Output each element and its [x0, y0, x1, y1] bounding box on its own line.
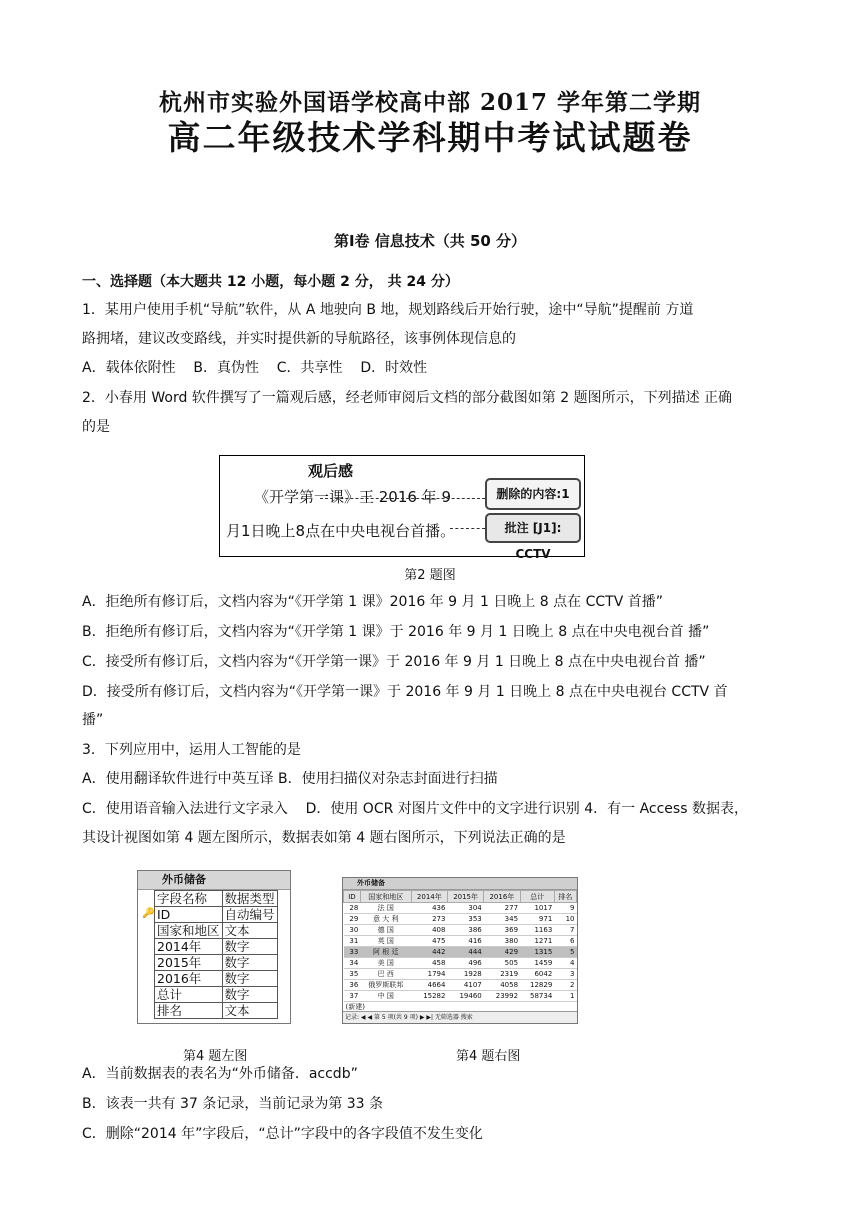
q1-stem-line2: 路拥堵，建议改变路线，并实时提供新的导航路径，该事例体现信息的 [82, 331, 516, 347]
q2-option-c: C．接受所有修订后，文档内容为“《开学第一课》于 2016 年 9 月 1 日晚上 8 点在中央电视台首 播” [82, 654, 706, 670]
datasheet-cell: 10 [554, 914, 576, 925]
q4-stem-line2: 其设计视图如第 4 题左图所示，数据表如第 4 题右图所示，下列说法正确的是 [82, 830, 566, 846]
col-header: 2014年 [411, 891, 447, 903]
datasheet-tab: 外币储备 [343, 878, 577, 890]
q2-option-d-line1: D．接受所有修订后，文档内容为“《开学第一课》于 2016 年 9 月 1 日晚上 8 点在中央电视台 CCTV 首 [82, 684, 728, 700]
datasheet-cell: 429 [484, 947, 520, 958]
datasheet-row[interactable] [344, 936, 577, 947]
datasheet-cell: 4664 [411, 980, 447, 991]
fig2-doc-title: 观后感 [308, 462, 354, 480]
datasheet-cell: 28 [344, 903, 361, 914]
q3-options-cd-q4-stem: C．使用语音输入法进行文字录入 D．使用 OCR 对图片文件中的文字进行识别 4．有一 Access 数据表， [82, 801, 748, 817]
col-header: 2016年 [484, 891, 520, 903]
field-name: 排名 [155, 1003, 223, 1019]
q3-options-ab: A．使用翻译软件进行中英互译 B．使用扫描仪对杂志封面进行扫描 [82, 771, 498, 787]
design-view-table [154, 890, 278, 1019]
datasheet-cell: 444 [447, 947, 483, 958]
col-header: 国家和地区 [360, 891, 411, 903]
col-header: 排名 [554, 891, 576, 903]
q2-option-d-line2: 播” [82, 712, 104, 728]
datasheet-cell: 1928 [447, 969, 483, 980]
datasheet-cell: 1315 [520, 947, 554, 958]
datasheet-row[interactable] [344, 969, 577, 980]
datasheet-row[interactable] [344, 903, 577, 914]
datasheet-cell: 法 国 [360, 903, 411, 914]
datasheet-cell: 4107 [447, 980, 483, 991]
primary-key-icon: 🔑 [142, 908, 155, 919]
datasheet-cell: 34 [344, 958, 361, 969]
datasheet-cell: 37 [344, 991, 361, 1002]
design-view-tab: 外币储备 [138, 871, 290, 890]
fig2-connector-deleted [320, 498, 485, 499]
q4-left-caption: 第4 题左图 [183, 1049, 248, 1064]
datasheet-cell: 23992 [484, 991, 520, 1002]
datasheet-cell: 971 [520, 914, 554, 925]
datasheet-cell: 15282 [411, 991, 447, 1002]
q4-right-caption: 第4 题右图 [456, 1049, 521, 1064]
datasheet-cell: 58734 [520, 991, 554, 1002]
datasheet-cell: 29 [344, 914, 361, 925]
datasheet-cell: 273 [411, 914, 447, 925]
datasheet-cell: 7 [554, 925, 576, 936]
datasheet-cell: 2 [554, 980, 576, 991]
datasheet-cell: 9 [554, 903, 576, 914]
datasheet-cell: 380 [484, 936, 520, 947]
field-type: 自动编号 [222, 907, 277, 923]
fig2-doc-line2: 月1日晚上8点在中央电视台首播。 [226, 522, 456, 540]
datasheet-table [343, 890, 577, 1013]
q4-design-view [137, 870, 291, 1024]
field-type: 数字 [222, 955, 277, 971]
datasheet-cell: 369 [484, 925, 520, 936]
datasheet-cell: 19460 [447, 991, 483, 1002]
datasheet-cell: 416 [447, 936, 483, 947]
col-header: ID [344, 891, 361, 903]
datasheet-cell: 6042 [520, 969, 554, 980]
datasheet-cell: 505 [484, 958, 520, 969]
datasheet-row[interactable] [344, 947, 577, 958]
col-header: 总计 [520, 891, 554, 903]
datasheet-cell: 2319 [484, 969, 520, 980]
datasheet-row[interactable] [344, 991, 577, 1002]
q4-datasheet-view [342, 877, 578, 1024]
q2-option-a: A．拒绝所有修订后，文档内容为“《开学第 1 课》2016 年 9 月 1 日晚上 8 点在 CCTV 首播” [82, 594, 663, 610]
header-data-type: 数据类型 [222, 891, 277, 907]
datasheet-cell: 意 大 利 [360, 914, 411, 925]
datasheet-cell: 1163 [520, 925, 554, 936]
datasheet-cell: 4058 [484, 980, 520, 991]
q2-figure [219, 455, 585, 561]
field-type: 数字 [222, 987, 277, 1003]
datasheet-cell: 俄罗斯联邦 [360, 980, 411, 991]
field-name: 2015年 [155, 955, 223, 971]
section-heading: 第Ⅰ卷 信息技术（共 50 分） [333, 232, 527, 250]
datasheet-cell: 5 [554, 947, 576, 958]
datasheet-cell: 33 [344, 947, 361, 958]
datasheet-cell: 英 国 [360, 936, 411, 947]
exam-title-line2: 高二年级技术学科期中考试试题卷 [167, 118, 693, 157]
datasheet-cell: 中 国 [360, 991, 411, 1002]
datasheet-cell: 345 [484, 914, 520, 925]
datasheet-cell: 386 [447, 925, 483, 936]
datasheet-cell: 美 国 [360, 958, 411, 969]
datasheet-cell: 巴 西 [360, 969, 411, 980]
datasheet-cell: 277 [484, 903, 520, 914]
comment-balloon: 批注 [J1]: CCTV [485, 513, 581, 543]
field-type: 文本 [222, 1003, 277, 1019]
deleted-content-balloon: 删除的内容:1 [485, 478, 581, 510]
datasheet-cell: 3 [554, 969, 576, 980]
exam-title-line1: 杭州市实验外国语学校高中部 2017 学年第二学期 [158, 89, 702, 116]
q3-stem: 3．下列应用中，运用人工智能的是 [82, 742, 301, 758]
q2-stem-line2: 的是 [82, 419, 110, 435]
field-name: 2016年 [155, 971, 223, 987]
header-field-name: 字段名称 [155, 891, 223, 907]
datasheet-row[interactable] [344, 914, 577, 925]
field-type: 文本 [222, 923, 277, 939]
datasheet-cell: 36 [344, 980, 361, 991]
datasheet-cell: 6 [554, 936, 576, 947]
datasheet-cell: 436 [411, 903, 447, 914]
datasheet-cell: 1 [554, 991, 576, 1002]
q2-stem-line1: 2．小春用 Word 软件撰写了一篇观后感，经老师审阅后文档的部分截图如第 2 题图所示，下列描述 正确 [82, 390, 733, 406]
fig2-doc-line1: 《开学第一课》王 2016 年 9 [254, 488, 452, 506]
datasheet-cell: 30 [344, 925, 361, 936]
q2-figure-caption: 第2 题图 [404, 568, 456, 583]
datasheet-row[interactable] [344, 958, 577, 969]
datasheet-cell: 1271 [520, 936, 554, 947]
datasheet-cell: 475 [411, 936, 447, 947]
field-name: ID [155, 907, 223, 923]
datasheet-cell: 1794 [411, 969, 447, 980]
datasheet-cell: 442 [411, 947, 447, 958]
datasheet-cell: 德 国 [360, 925, 411, 936]
q4-option-c: C．删除“2014 年”字段后，“总计”字段中的各字段值不发生变化 [82, 1126, 483, 1142]
datasheet-cell: 496 [447, 958, 483, 969]
q1-stem-line1: 1．某用户使用手机“导航”软件，从 A 地驶向 B 地，规划路线后开始行驶，途中“导航”提醒前 方道 [82, 302, 694, 318]
datasheet-row[interactable] [344, 925, 577, 936]
datasheet-cell: 1459 [520, 958, 554, 969]
part-heading: 一、选择题（本大题共 12 小题，每小题 2 分， 共 24 分） [82, 274, 459, 290]
field-type: 数字 [222, 971, 277, 987]
datasheet-row[interactable] [344, 980, 577, 991]
q1-options: A．载体依附性 B．真伪性 C．共享性 D．时效性 [82, 360, 428, 376]
datasheet-cell: 353 [447, 914, 483, 925]
datasheet-cell: 458 [411, 958, 447, 969]
fig2-connector-comment [450, 528, 485, 529]
record-navigation-bar: 记录: ◀ ◀ 第 5 项(共 9 项) ▶ ▶| 无筛选器 搜索 [343, 1011, 578, 1023]
datasheet-cell: 31 [344, 936, 361, 947]
field-name: 国家和地区 [155, 923, 223, 939]
field-type: 数字 [222, 939, 277, 955]
datasheet-cell: 1017 [520, 903, 554, 914]
col-header: 2015年 [447, 891, 483, 903]
datasheet-cell: 304 [447, 903, 483, 914]
datasheet-cell: 阿 根 廷 [360, 947, 411, 958]
q4-option-a: A．当前数据表的表名为“外币储备．accdb” [82, 1066, 358, 1082]
datasheet-cell: 12829 [520, 980, 554, 991]
q4-option-b: B．该表一共有 37 条记录，当前记录为第 33 条 [82, 1096, 384, 1112]
new-record-label: (新建) [344, 1002, 577, 1013]
datasheet-cell: 408 [411, 925, 447, 936]
datasheet-cell: 35 [344, 969, 361, 980]
field-name: 总计 [155, 987, 223, 1003]
q2-option-b: B．拒绝所有修订后，文档内容为“《开学第 1 课》于 2016 年 9 月 1 日晚上 8 点在中央电视台首 播” [82, 624, 710, 640]
field-name: 2014年 [155, 939, 223, 955]
datasheet-cell: 4 [554, 958, 576, 969]
